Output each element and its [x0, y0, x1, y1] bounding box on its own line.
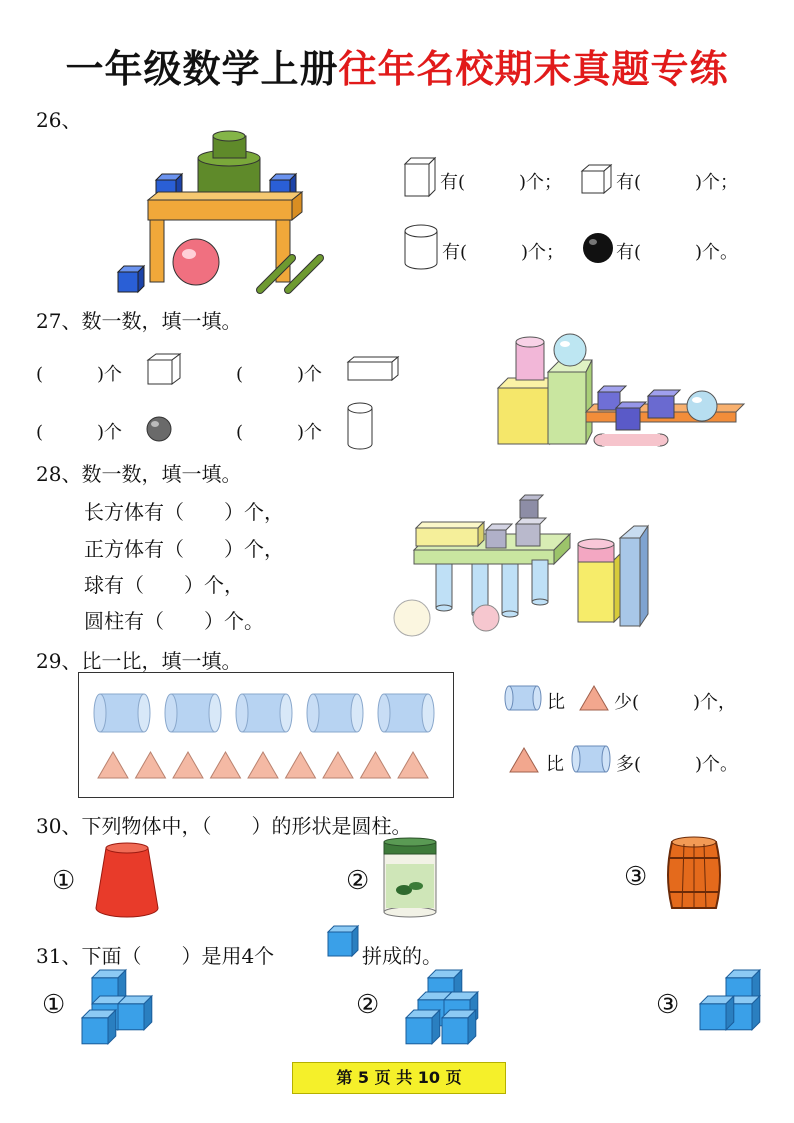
q29-triangle — [136, 752, 166, 778]
sphere-icon — [582, 232, 614, 264]
q27-blank-cuboid: ( )个 — [236, 364, 323, 385]
q30-option-1-label: ① — [52, 866, 76, 896]
q31-option-3-blocks[interactable] — [694, 966, 766, 1038]
q29-heading: 29、比一比，填一填。 — [36, 649, 242, 673]
cube-icon — [326, 924, 360, 958]
q29-cylinder — [165, 694, 221, 732]
q29-compare-text-1b: 少( )个， — [614, 692, 737, 713]
q27-block-scene — [492, 330, 748, 455]
q28-cube-line: 正方体有（ ）个， — [84, 537, 284, 561]
q26-cylinder-blank: 有( )个； — [442, 242, 565, 263]
q29-triangle — [173, 752, 203, 778]
q29-triangle-row — [98, 752, 428, 778]
unit-cube — [700, 996, 734, 1030]
sphere-icon — [146, 416, 172, 442]
title-red: 往年名校期末真题专练 — [338, 47, 729, 91]
unit-cube — [442, 1010, 476, 1044]
q31-option-1-blocks[interactable] — [80, 966, 160, 1046]
q30-option-3-barrel[interactable] — [664, 836, 724, 914]
q27-heading: 27、数一数，填一填。 — [36, 309, 242, 333]
q29-shapes — [80, 674, 450, 794]
q29-compare-text-2a: 比 — [546, 754, 564, 775]
cylinder-side-icon — [503, 684, 545, 712]
q29-cylinder — [236, 694, 292, 732]
cuboid-icon — [346, 356, 400, 382]
q31-option-2-label: ② — [356, 990, 380, 1020]
q29-triangle — [211, 752, 241, 778]
q29-compare-text-1a: 比 — [547, 692, 565, 713]
q29-cylinder — [378, 694, 434, 732]
cylinder-icon — [403, 224, 439, 270]
q26-table-scene — [110, 128, 330, 298]
q27-blank-sphere: ( )个 — [36, 422, 123, 443]
cylinder-side-icon — [570, 744, 614, 774]
cuboid-icon — [403, 156, 437, 198]
q27-blank-cube: ( )个 — [36, 364, 123, 385]
q28-cylinder-line: 圆柱有（ ）个。 — [84, 609, 264, 633]
q28-sphere-line: 球有（ ）个， — [84, 573, 244, 597]
q30-option-2-jar[interactable] — [382, 838, 438, 918]
q31-question-end: 拼成的。 — [362, 944, 442, 968]
title-black: 一年级数学上册 — [65, 47, 339, 91]
q29-triangle — [398, 752, 428, 778]
unit-cube — [82, 1010, 116, 1044]
q29-compare-text-2b: 多( )个。 — [616, 754, 739, 775]
page-title — [0, 38, 794, 93]
q29-triangle — [323, 752, 353, 778]
q29-triangle — [248, 752, 278, 778]
q30-option-2-label: ② — [346, 866, 370, 896]
unit-cube — [118, 996, 152, 1030]
q28-block-scene — [390, 490, 662, 640]
q30-option-3-label: ③ — [624, 862, 648, 892]
cube-icon — [146, 352, 182, 386]
q29-cylinder — [94, 694, 150, 732]
q28-cuboid-line: 长方体有（ ）个， — [84, 500, 284, 524]
q31-option-3-label: ③ — [656, 990, 680, 1020]
q30-question: 30、下列物体中，（ ）的形状是圆柱。 — [36, 814, 412, 838]
q26-number: 26、 — [36, 108, 82, 132]
q27-blank-cylinder: ( )个 — [236, 422, 323, 443]
unit-cube — [406, 1010, 440, 1044]
q29-triangle — [286, 752, 316, 778]
q31-option-1-label: ① — [42, 990, 66, 1020]
q28-heading: 28、数一数，填一填。 — [36, 462, 242, 486]
page-footer: 第 5 页 共 10 页 — [292, 1062, 506, 1094]
triangle-icon — [578, 684, 610, 712]
q31-option-2-blocks[interactable] — [396, 966, 492, 1046]
q29-triangle — [98, 752, 128, 778]
q26-sphere-blank: 有( )个。 — [616, 242, 739, 263]
cylinder-icon — [346, 402, 374, 450]
cube-icon — [580, 164, 614, 194]
q30-option-1-cup[interactable] — [94, 840, 160, 920]
q26-cuboid-blank: 有( )个； — [440, 172, 563, 193]
q29-cylinder-row — [94, 694, 434, 732]
q29-cylinder — [307, 694, 363, 732]
triangle-icon — [508, 746, 540, 774]
q26-cube-blank: 有( )个； — [616, 172, 739, 193]
q31-question-start: 31、下面（ ）是用4个 — [36, 944, 275, 968]
q29-triangle — [361, 752, 391, 778]
